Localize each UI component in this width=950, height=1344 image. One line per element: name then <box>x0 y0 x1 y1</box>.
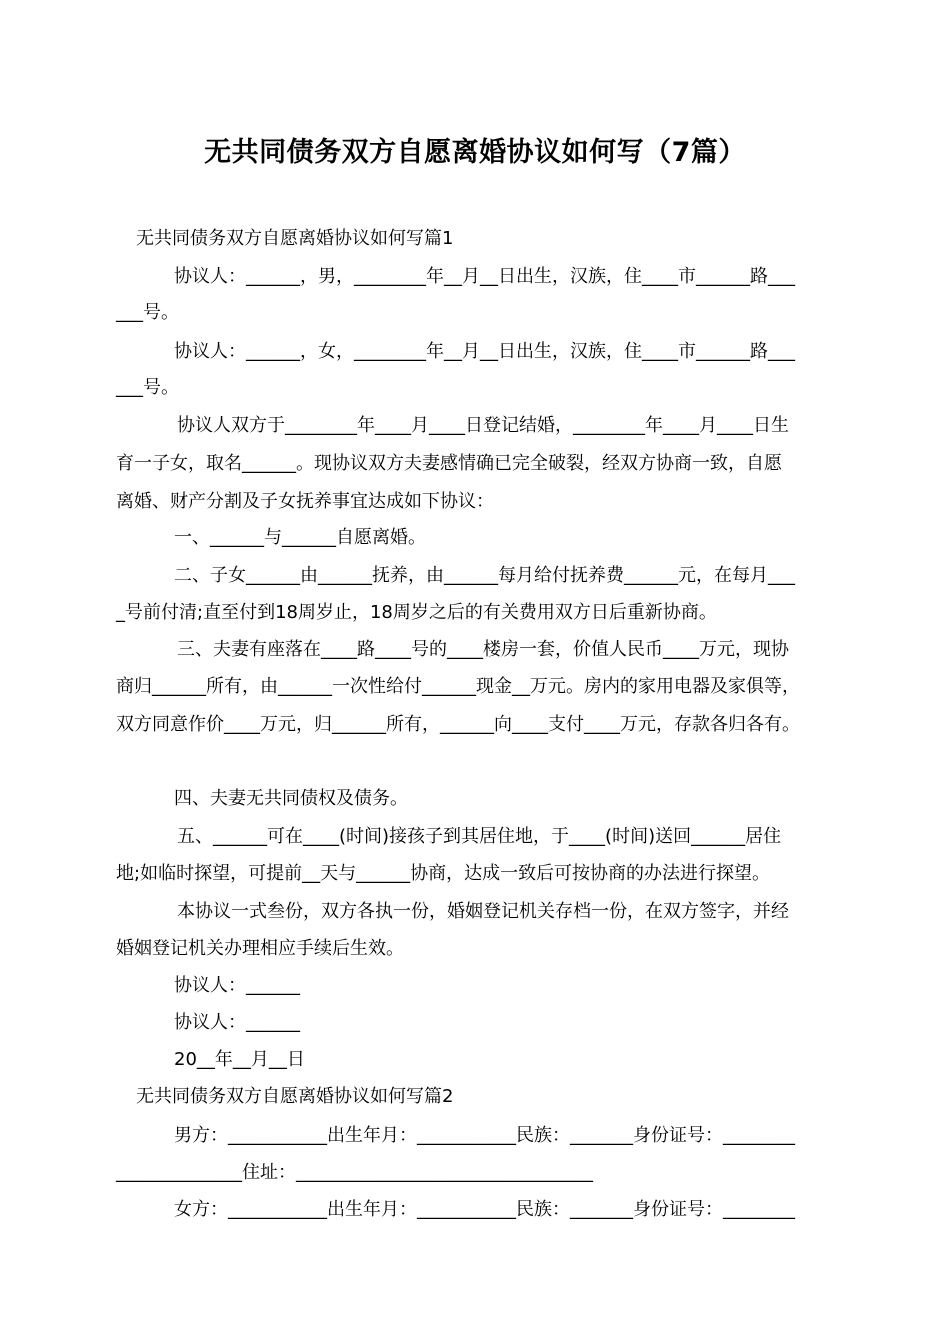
paragraph-line: 二、子女______由______抚养，由______每月给付抚养费______元，在每月___ <box>174 565 795 586</box>
section-heading-1: 无共同债务双方自愿离婚协议如何写篇1 <box>136 228 454 249</box>
paragraph-line: 协议人：______，女，________年__月__日出生，汉族，住____市______路___ <box>174 341 795 362</box>
paragraph-line: ___号。 <box>116 302 179 323</box>
paragraph-line: 男方：___________出生年月：___________民族：_______身份证号：________ <box>174 1125 795 1146</box>
paragraph-line: 离婚、财产分割及子女抚养事宜达成如下协议： <box>116 491 494 512</box>
paragraph-line: _号前付清;直至付到18周岁止，18周岁之后的有关费用双方日后重新协商。 <box>116 602 717 623</box>
paragraph-line: 婚姻登记机关办理相应手续后生效。 <box>116 938 404 959</box>
paragraph-line: 协议人：______，男，________年__月__日出生，汉族，住____市______路___ <box>174 266 795 287</box>
paragraph-line: 双方同意作价____万元，归______所有，______向____支付____万元，存款各归各有。 <box>116 714 800 735</box>
paragraph-line: 一、______与______自愿离婚。 <box>174 527 426 548</box>
paragraph-line: ___号。 <box>116 377 179 398</box>
paragraph-line: 商归______所有，由______一次性给付______现金__万元。房内的家用电器及家俱等， <box>116 676 800 697</box>
paragraph-line: 五、______可在____(时间)接孩子到其居住地，于____(时间)送回______居住 <box>177 826 782 847</box>
paragraph-line: 女方：___________出生年月：___________民族：_______身份证号：________ <box>174 1199 795 1220</box>
date-line: 20__年__月__日 <box>174 1049 305 1070</box>
paragraph-line: ______________住址：_________________________________ <box>116 1162 593 1183</box>
signature-line: 协议人：______ <box>174 975 300 996</box>
paragraph-line: 本协议一式叁份，双方各执一份，婚姻登记机关存档一份，在双方签字，并经 <box>177 901 789 922</box>
document-title: 无共同债务双方自愿离婚协议如何写（7篇） <box>204 137 746 168</box>
paragraph-line: 协议人双方于________年____月____日登记结婚，________年____月____日生 <box>177 415 789 436</box>
paragraph-line: 育一子女，取名______。现协议双方夫妻感情确已完全破裂，经双方协商一致，自愿 <box>116 453 782 474</box>
paragraph-line: 四、夫妻无共同债权及债务。 <box>174 788 408 809</box>
section-heading-2: 无共同债务双方自愿离婚协议如何写篇2 <box>136 1086 454 1107</box>
paragraph-line: 地;如临时探望，可提前__天与______协商，达成一致后可按协商的办法进行探望。 <box>116 863 771 884</box>
paragraph-line: 三、夫妻有座落在____路____号的____楼房一套，价值人民币____万元，现协 <box>177 639 789 660</box>
signature-line: 协议人：______ <box>174 1012 300 1033</box>
